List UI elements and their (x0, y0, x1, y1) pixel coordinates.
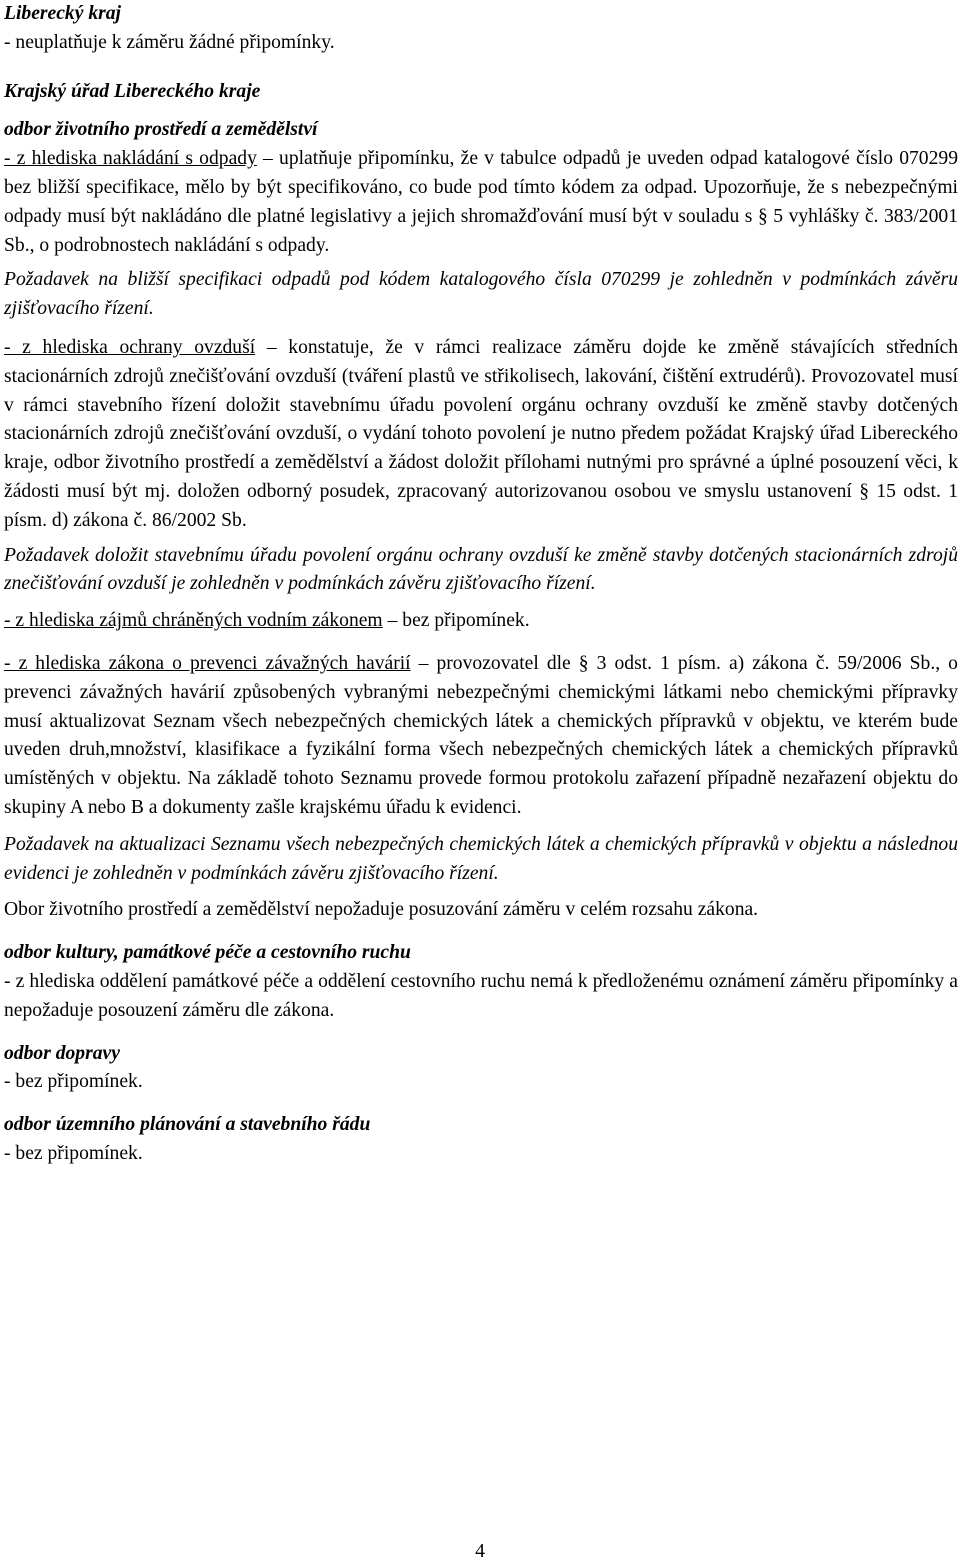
topic-label-ovzdusi: - z hlediska ochrany ovzduší (4, 336, 256, 358)
conclusion-odbor-zp: Obor životního prostředí a zemědělství nepožaduje posuzování záměru v celém rozsahu zákona. (4, 899, 759, 921)
section-sign: § (578, 652, 589, 674)
document-page (4, 0, 958, 1169)
havarie-text-1: – provozovatel dle (410, 652, 579, 674)
subsection-heading-odbor-kultury: odbor kultury, památkové péče a cestovního ruchu (4, 942, 411, 964)
requirement-ovzdusi: Požadavek doložit stavebnímu úřadu povolení orgánu ochrany ovzduší ke změně stavby dotčených stacionárních zdrojů znečišťování ovzduší je zohledněn v podmínkách závěru zjišťovacího řízení. (4, 544, 958, 595)
requirement-havarie: Požadavek na aktualizaci Seznamu všech nebezpečných chemických látek a chemických přípravků v objektu a následnou evidenci je zohledněn v podmínkách závěru zjišťovacího řízení. (4, 833, 958, 884)
paragraph-ovzdusi (4, 334, 958, 536)
odpady-text-2: 5 vyhlášky č. 383/2001 Sb., o podrobnostech nakládání s odpady. (4, 205, 958, 256)
subsection-heading-odbor-uzemniho: odbor územního plánování a stavebního řádu (4, 1114, 371, 1136)
paragraph-havarie (4, 650, 958, 823)
odbor-kultury-text: - z hlediska oddělení památkové péče a oddělení cestovního ruchu nemá k předloženému oznámení záměru připomínky a nepožaduje posouzení záměru dle zákona. (4, 970, 958, 1021)
section-sign: § (757, 205, 768, 227)
requirement-odpady: Požadavek na bližší specifikaci odpadů pod kódem katalogového čísla 070299 je zohledněn v podmínkách závěru zjišťovacího řízení. (4, 269, 958, 320)
odbor-dopravy-text: - bez připomínek. (4, 1071, 143, 1093)
ovzdusi-text-1: – konstatuje, že v rámci realizace záměru dojde ke změně stávajících středních stacionárních zdrojů znečišťování ovzduší (tváření plastů ve střikolisech, lakování, čištění extrudérů). Provozovatel musí v rámci stavebního řízení doložit stavebnímu úřadu povolení orgánu ochrany ovzduší ke změně stavby dotčených stacionárních zdrojů znečišťování ovzduší, o vydání tohoto povolení je nutno předem požádat Krajský úřad Libereckého kraje, odbor životního prostředí a zemědělství a žádost doložit přílohami nutnými pro správné a úplné posouzení věci, k žádosti musí být mj. doložen odborný posudek, zpracovaný autorizovanou osobou ve smyslu ustanovení (4, 336, 959, 502)
subsection-heading-odbor-zp: odbor životního prostředí a zemědělství (4, 119, 318, 141)
page-number: 4 (475, 1541, 485, 1562)
vodni-text: – bez připomínek. (382, 610, 530, 632)
liberecky-kraj-text: - neuplatňuje k záměru žádné připomínky. (4, 31, 335, 53)
havarie-text-2: 3 odst. 1 písm. a) zákona č. 59/2006 Sb., o prevenci závažných havárií způsobených vybranými nebezpečnými chemickými látkami nebo chemickými přípravky musí aktualizovat Seznam všech nebezpečných chemických látek a chemických přípravků v objektu, ve kterém bude uveden druh,množství, klasifikace a fyzikální forma všech nebezpečných chemických látek a chemických přípravků umístěných v objektu. Na základě tohoto Seznamu provede formou protokolu zařazení případně nezařazení objektu do skupiny A nebo B a dokumenty zašle krajskému úřadu k evidenci. (4, 652, 958, 818)
odpady-text-1: – uplatňuje připomínku, že v tabulce odpadů je uveden odpad katalogové číslo 070299 bez bližší specifikace, mělo by být specifikováno, co bude pod tímto kódem za odpad. Upozorňuje, že s nebezpečnými odpady musí být nakládáno dle platné legislativy a jejich shromažďování musí být v souladu s (4, 148, 958, 227)
topic-label-havarie: - z hlediska zákona o prevenci závažných havárií (4, 652, 411, 674)
paragraph-vodni (4, 607, 958, 636)
section-heading-liberecky-kraj: Liberecký kraj (4, 3, 121, 24)
odbor-uzemniho-text: - bez připomínek. (4, 1142, 143, 1164)
topic-label-odpady: - z hlediska nakládání s odpady (4, 148, 257, 170)
section-sign: § (859, 480, 869, 502)
ovzdusi-text-2: 15 odst. 1 písm. d) zákona č. 86/2002 Sb. (4, 480, 958, 531)
section-heading-krajsky-urad: Krajský úřad Libereckého kraje (4, 80, 261, 102)
subsection-heading-odbor-dopravy: odbor dopravy (4, 1042, 120, 1064)
topic-label-vodni: - z hlediska zájmů chráněných vodním zákonem (4, 610, 383, 632)
paragraph-odpady (4, 145, 958, 260)
